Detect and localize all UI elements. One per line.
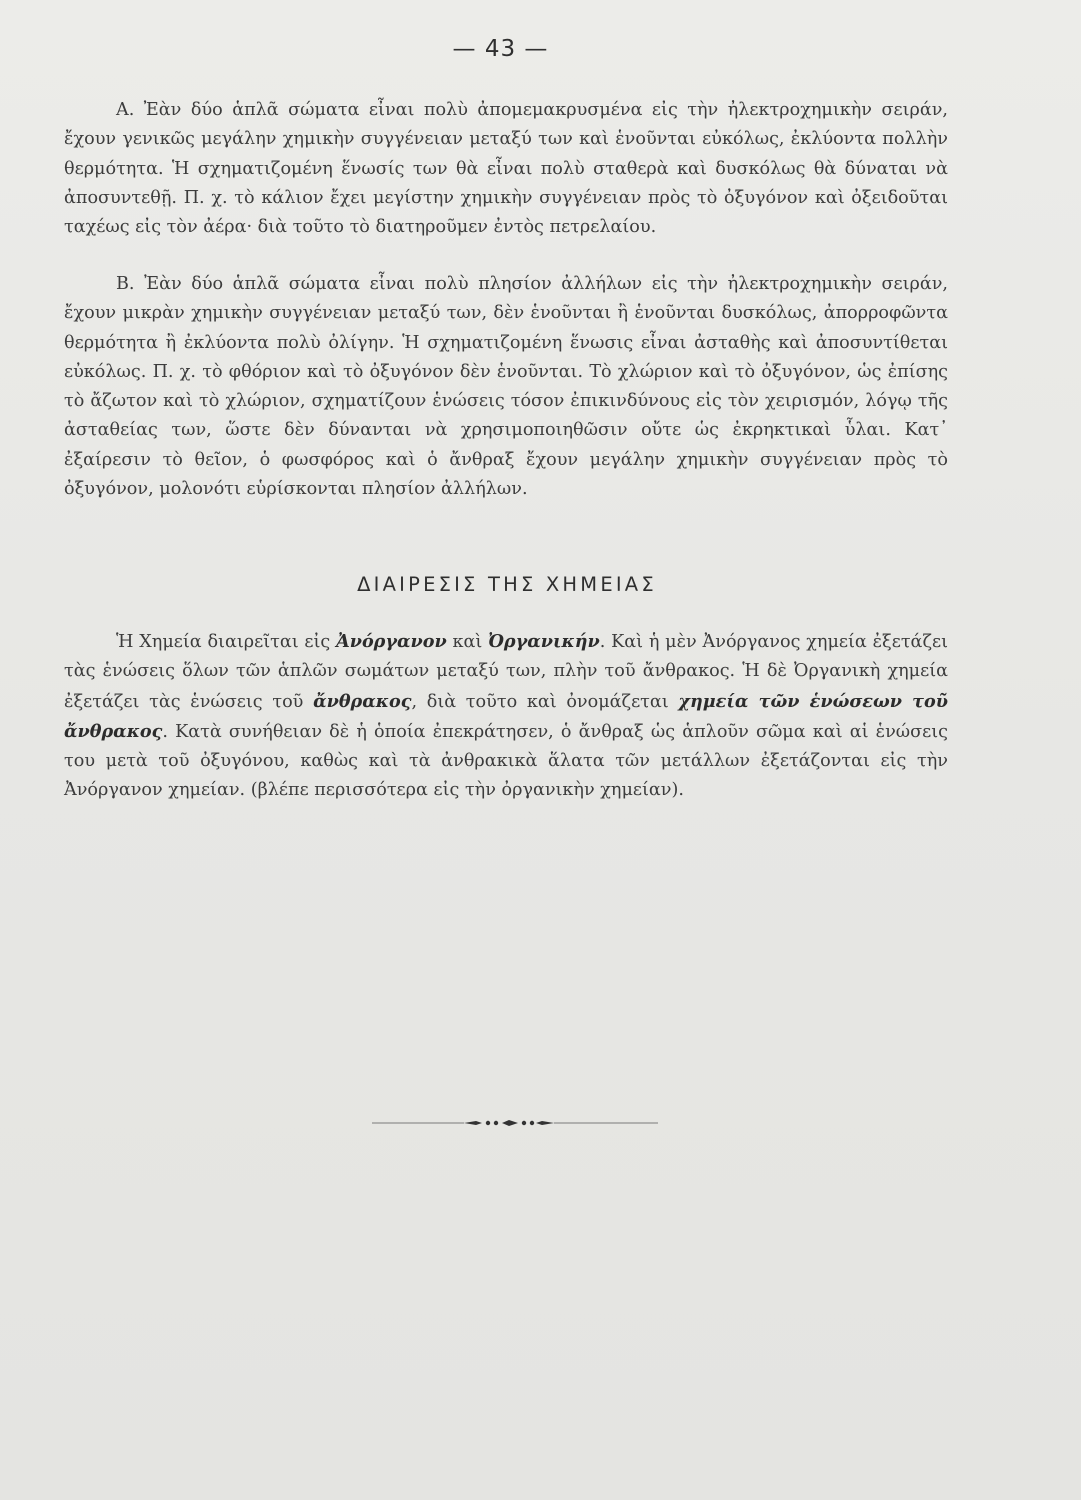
page-number: — 43 —: [452, 36, 549, 62]
term-inorganic: Ἀνόργανον: [336, 631, 447, 652]
paragraph-c-text-4: , διὰ τοῦτο καὶ ὀνομάζεται: [411, 691, 679, 712]
paragraph-c-text-5: . Κατὰ συνήθειαν δὲ ἡ ὁποία ἐπεκράτησεν, ὁ ἄνθραξ ὡς ἁπλοῦν σῶμα καὶ αἱ ἑνώσεις του μετὰ τοῦ ὀξυγόνου, καθὼς καὶ τὰ ἀνθρακικὰ ἅλατα τῶν μετάλλων ἐξετάζονται εἰς τὴν Ἀνόργανον χημείαν. (βλέπε περισσότερα εἰς τὴν ὀργανικὴν χημείαν).: [64, 721, 948, 801]
paragraph-c-text-3: . Καὶ ἡ μὲν Ἀνόργανος χημεία ἐξετάζει τὰς ἑνώσεις ὅλων τῶν ἁπλῶν σωμάτων μεταξύ των, πλὴν τοῦ ἄνθρακος. Ἡ δὲ Ὀργανικὴ χημεία ἐξετάζει τὰς ἑνώσεις τοῦ: [64, 632, 948, 712]
paragraph-a-text: Α. Ἐὰν δύο ἁπλᾶ σώματα εἶναι πολὺ ἀπομεμακρυσμένα εἰς τὴν ἠλεκτροχημικὴν σειράν, ἔχουν γενικῶς μεγάλην χημικὴν συγγένειαν μεταξύ των καὶ ἑνοῦνται εὐκόλως, ἐκλύοντα πολλὴν θερμότητα. Ἡ σχηματιζομένη ἕνωσίς των θὰ εἶναι πολὺ σταθερὰ καὶ δυσκόλως θὰ δύναται νὰ ἀποσυντεθῇ. Π. χ. τὸ κάλιον ἔχει μεγίστην χημικὴν συγγένειαν πρὸς τὸ ὀξυγόνον καὶ ὀξειδοῦται ταχέως εἰς τὸν ἀέρα· διὰ τοῦτο τὸ διατηροῦμεν ἐντὸς πετρελαίου.: [64, 100, 948, 238]
paragraph-c-text-2: καὶ: [446, 632, 489, 652]
term-organic: Ὀργανικήν: [488, 631, 600, 652]
paragraph-c: [64, 627, 948, 806]
paragraph-b: [64, 270, 948, 504]
dash-dot-ornament-icon: [372, 1116, 658, 1130]
paragraph-c-text-1: Ἡ Χημεία διαιρεῖται εἰς: [116, 632, 337, 652]
term-carbon: ἄνθρακος: [313, 690, 412, 712]
term-carbon-compounds: χημεία τῶν ἑνώσεων τοῦ ἄνθρακος: [64, 690, 948, 742]
paragraph-a: [64, 96, 948, 242]
paragraph-b-text: Β. Ἐὰν δύο ἁπλᾶ σώματα εἶναι πολὺ πλησίον ἀλλήλων εἰς τὴν ἠλεκτροχημικὴν σειράν, ἔχουν μικρὰν χημικὴν συγγένειαν μεταξύ των, δὲν ἑνοῦνται ἢ ἑνοῦνται δυσκόλως, ἀπορροφῶντα θερμότητα ἢ ἐκλύοντα πολὺ ὀλίγην. Ἡ σχηματιζομένη ἕνωσις εἶναι ἀσταθὴς καὶ ἀποσυντίθεται εὐκόλως. Π. χ. τὸ φθόριον καὶ τὸ ὀξυγόνον δὲν ἑνοῦνται. Τὸ χλώριον καὶ τὸ ὀξυγόνον, ὡς ἐπίσης τὸ ἄζωτον καὶ τὸ χλώριον, σχηματίζουν ἑνώσεις τόσον ἐπικινδύνους εἰς τὸν χειρισμόν, λόγῳ τῆς ἀσταθείας των, ὥστε δὲν δύνανται νὰ χρησιμοποιηθῶσιν οὔτε ὡς ἐκρηκτικαὶ ὗλαι. Κατ᾽ ἐξαίρεσιν τὸ θεῖον, ὁ φωσφόρος καὶ ὁ ἄνθραξ ἔχουν μεγάλην χημικὴν συγγένειαν πρὸς τὸ ὀξυγόνον, μολονότι εὑρίσκονται πλησίον ἀλλήλων.: [64, 274, 948, 500]
section-heading: ΔΙΑΙΡΕΣΙΣ ΤΗΣ ΧΗΜΕΙΑΣ: [357, 573, 657, 596]
